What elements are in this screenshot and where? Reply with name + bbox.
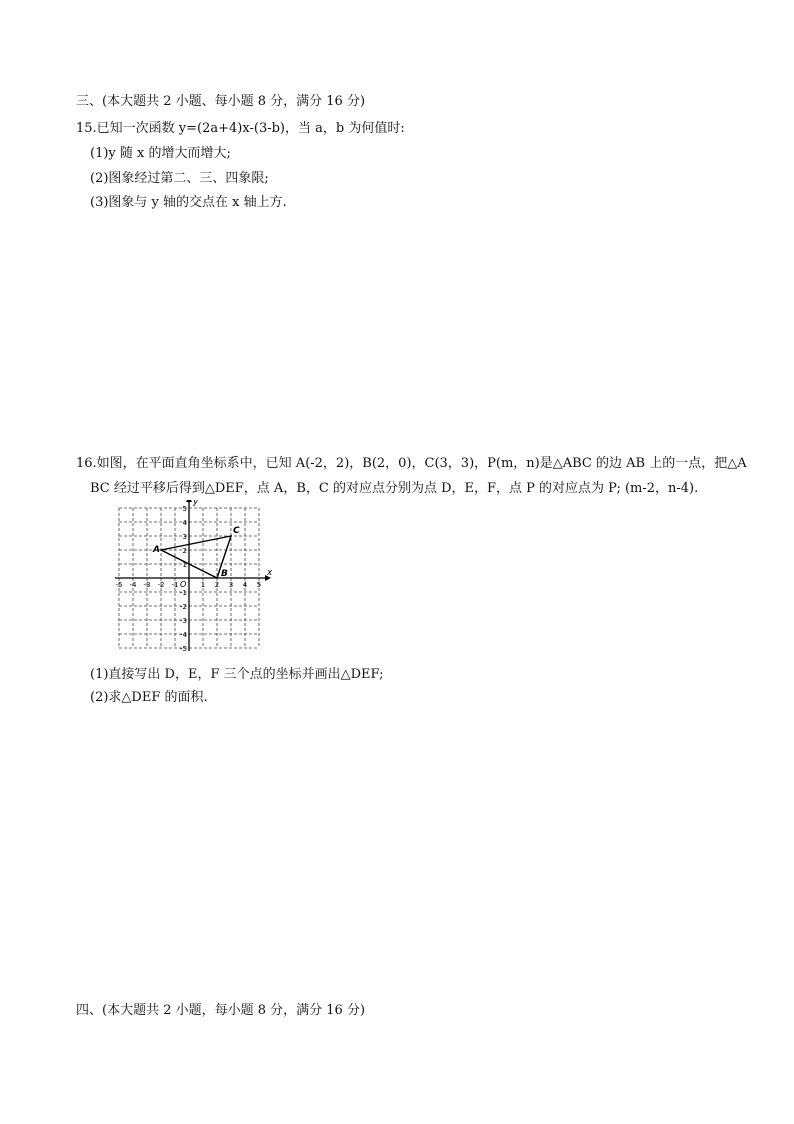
x-tick-label: 4 xyxy=(242,581,248,589)
point-label-c: C xyxy=(233,526,240,536)
q15-part-2: (2)图象经过第二、三、四象限; xyxy=(90,171,269,186)
x-axis-label: x xyxy=(267,568,272,578)
y-tick-label: 2 xyxy=(182,547,187,555)
triangle-abc xyxy=(152,526,240,579)
q16-stem-line2: BC 经过平移后得到△DEF，点 A，B，C 的对应点分别为点 D，E，F，点 P 的对应点为 P; (m-2，n-4). xyxy=(90,481,699,496)
y-tick-label: 1 xyxy=(182,561,187,569)
y-axis-arrow xyxy=(186,500,192,502)
q16-part-1: (1)直接写出 D，E，F 三个点的坐标并画出△DEF; xyxy=(90,667,384,682)
section4-heading: 四、(本大题共 2 小题，每小题 8 分，满分 16 分) xyxy=(76,1003,366,1018)
y-tick-label: -5 xyxy=(180,645,187,652)
y-axis-label: y xyxy=(193,500,199,507)
y-tick-label: -1 xyxy=(180,589,187,597)
section3-heading: 三、(本大题共 2 小题、每小题 8 分，满分 16 分) xyxy=(76,94,366,109)
q16-stem-line1: 16.如图，在平面直角坐标系中，已知 A(-2，2)，B(2，0)，C(3，3)，P(m，n)是△ABC 的边 AB 上的一点，把△A xyxy=(76,456,747,471)
point-label-b: B xyxy=(221,569,228,579)
x-tick-label: -4 xyxy=(129,581,137,589)
y-tick-label: -4 xyxy=(180,631,187,639)
x-tick-label: -5 xyxy=(115,581,123,589)
y-tick-label: -3 xyxy=(180,617,187,625)
origin-label: O xyxy=(180,580,187,589)
point-label-a: A xyxy=(153,545,160,555)
axes xyxy=(115,500,272,651)
x-tick-label: 1 xyxy=(200,581,206,589)
y-tick-label: -2 xyxy=(180,603,187,611)
x-tick-label: 3 xyxy=(228,581,234,589)
x-tick-label: -1 xyxy=(171,581,179,589)
y-tick-label: 4 xyxy=(182,519,187,527)
coordinate-grid-figure xyxy=(112,500,272,652)
q15-stem: 15.已知一次函数 y=(2a+4)x-(3-b)，当 a，b 为何值时: xyxy=(76,121,405,136)
x-tick-label: 2 xyxy=(214,581,220,589)
q15-part-3: (3)图象与 y 轴的交点在 x 轴上方. xyxy=(90,195,287,210)
y-tick-label: 5 xyxy=(182,505,187,513)
x-tick-label: 5 xyxy=(256,581,262,589)
q15-part-1: (1)y 随 x 的增大而增大; xyxy=(90,146,231,161)
q16-part-2: (2)求△DEF 的面积. xyxy=(90,690,208,705)
x-tick-label: -2 xyxy=(157,581,165,589)
y-tick-label: 3 xyxy=(182,533,187,541)
x-tick-label: -3 xyxy=(143,581,151,589)
